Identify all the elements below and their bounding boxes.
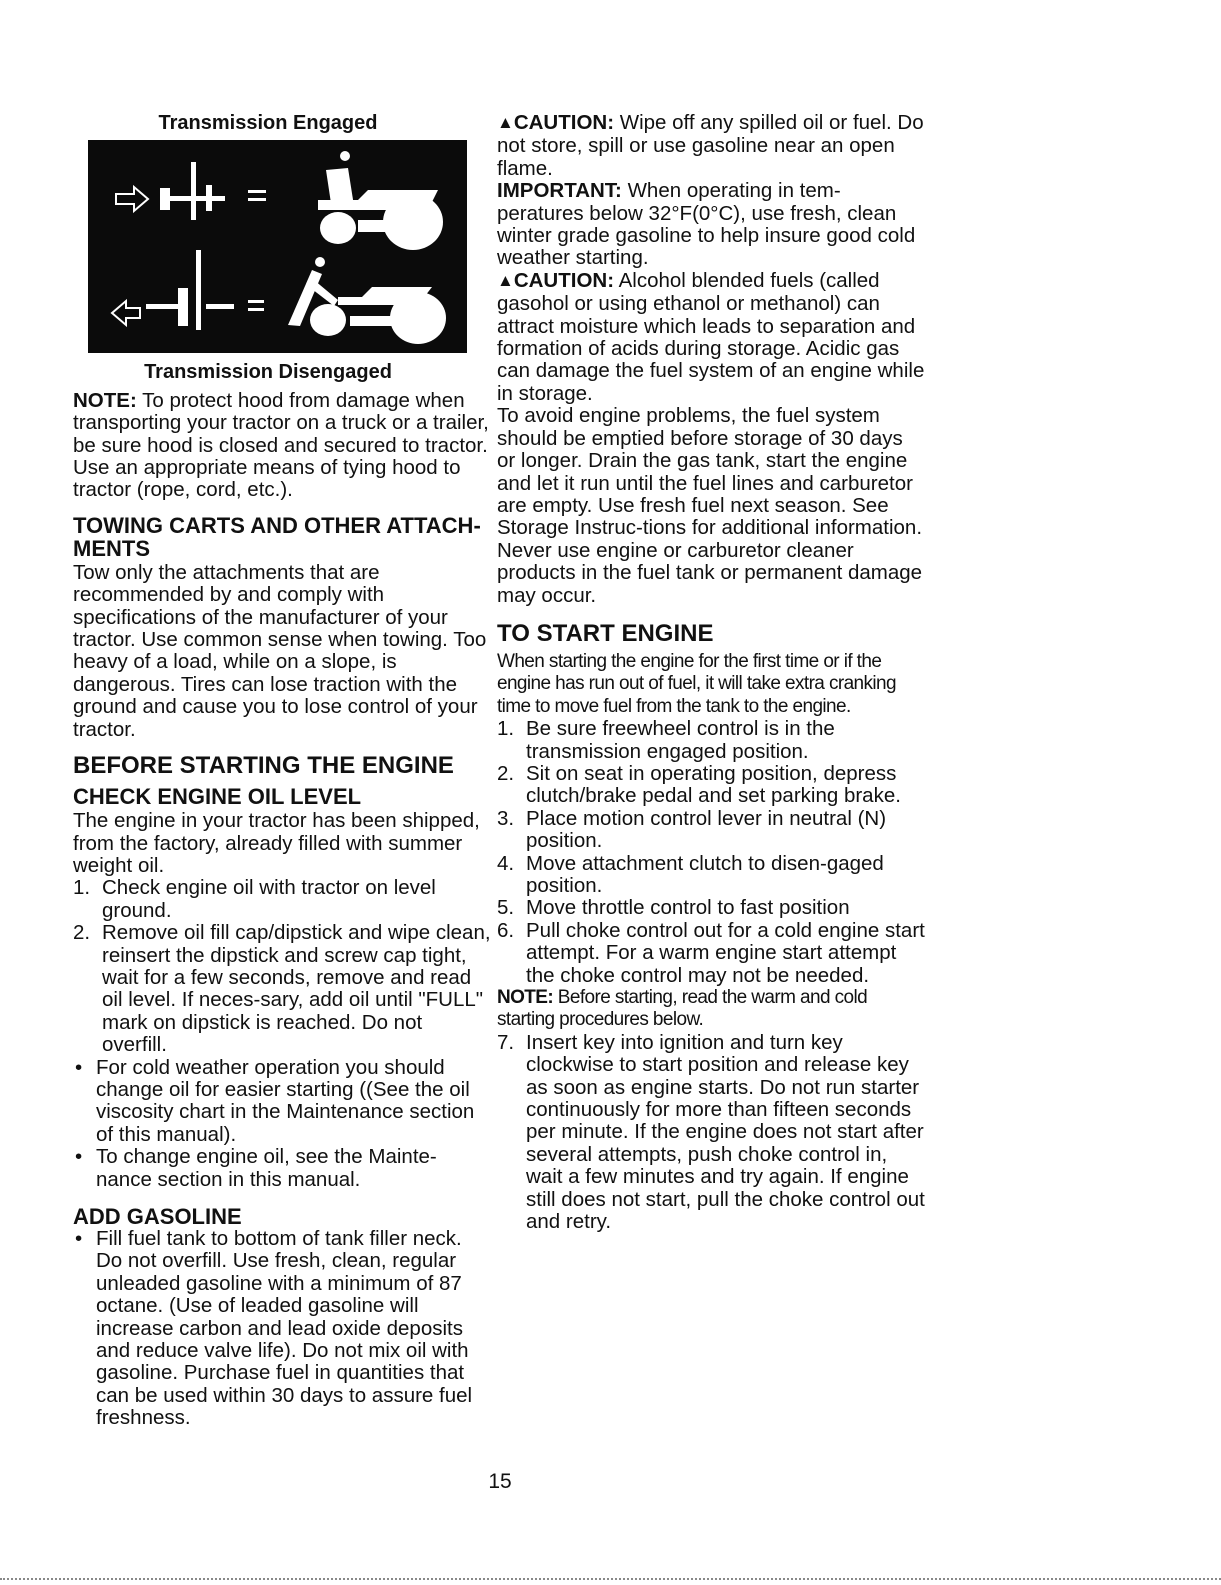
list-item: • For cold weather operation you should change oil for easier starting ((See the oil viscosity chart in the Maintenance section of this manual). [73,1057,491,1147]
caution-alcohol: ▲CAUTION: Alcohol blended fuels (called gasohol or using ethanol or methanol) can attract moisture which leads to separation and formation of acids during storage. Acidic gas can damage the fuel system of an engine while in storage. [497,268,925,405]
oil-steps [73,877,491,1056]
oil-intro: The engine in your tractor has been shipped, from the factory, already filled with summer weight oil. [73,809,480,877]
list-item: 1. Check engine oil with tractor on level ground. [73,876,436,922]
transmission-figure [88,140,467,353]
list-item: 2. Sit on seat in operating position, depress clutch/brake pedal and set parking brake. [497,761,901,808]
figure-caption-engaged: Transmission Engaged [158,112,378,134]
list-item: 2. Remove oil fill cap/dipstick and wipe clean, reinsert the dipstick and screw cap tight, wait for a few seconds, remove and read oil level. If neces-sary, add oil until "FULL" mark on dipstick is reached. Do not overfill. [73,921,491,1057]
list-item: 5. Move throttle control to fast position [497,896,850,920]
before-starting-heading: BEFORE STARTING THE ENGINE [73,752,454,780]
page-number: 15 [488,1470,512,1493]
right-column [497,112,925,1234]
start-engine-heading: TO START ENGINE [497,619,714,647]
add-gasoline-heading: ADD GASOLINE [73,1204,242,1229]
list-item: 7. Insert key into ignition and turn key clockwise to start position and release key as soon as engine starts. Do not run starter continuously for more than fifteen seconds per minute. If the engine does not start after several attempts, push choke control in, wait a few minutes and try again. If engine still does not start, pull the choke control out and retry. [497,1030,925,1234]
important-note: IMPORTANT: When operating in tem-peratures below 32°F(0°C), use fresh, clean winter grade gasoline to help insure good cold weather starting. [497,179,916,270]
list-item: • Fill fuel tank to bottom of tank filler neck. Do not overfill. Use fresh, clean, regular unleaded gasoline with a minimum of 87 octane. (Use of leaded gasoline will increase carbon and lead oxide deposits and reduce valve life). Do not mix oil with gasoline. Purchase fuel in quantities that can be used within 30 days to assure fuel freshness. [73,1228,491,1430]
start-step-7 [497,1032,925,1234]
left-column [73,112,491,1430]
towing-text: Tow only the attachments that are recommended by and comply with specifications of the manufacturer of your tractor. Use common sense when towing. Too heavy of a load, while on a slope, is dangerous. Tires can lose traction with the ground and cause you to lose control of your tractor. [73,560,487,741]
list-item: 4. Move attachment clutch to disen-gaged position. [497,851,884,897]
start-steps [497,718,925,987]
note-text: To protect hood from damage when transporting your tractor on a truck or a trailer, be sure hood is closed and secured to tractor. Use an appropriate means of tying hood to tractor (rope, cord, etc.). [73,388,489,502]
list-item: 1. Be sure freewheel control is in the transmission engaged position. [497,717,835,763]
warning-triangle-icon: ▲ [497,113,514,132]
start-intro: When starting the engine for the first time or if the engine has run out of fuel, it will take extra cranking time to move fuel from the tank to the engine. [497,650,896,717]
hood-note [73,390,491,502]
gas-bullets [73,1228,491,1430]
page-edge-divider [0,1578,1221,1580]
cleaner-warning-text: Never use engine or carburetor cleaner products in the fuel tank or permanent damage may occur. [497,538,923,607]
oil-bullets [73,1057,491,1191]
warning-triangle-icon: ▲ [497,270,514,290]
figure-caption-disengaged: Transmission Disengaged [144,361,392,384]
note-label: NOTE: [73,388,137,412]
list-item: 6. Pull choke control out for a cold engine start attempt. For a warm engine start attempt the choke control may not be needed. [497,918,925,987]
list-item: • To change engine oil, see the Mainte-nance section in this manual. [73,1146,491,1191]
list-item: 3. Place motion control lever in neutral (N) position. [497,806,887,853]
caution-spill: ▲CAUTION: Wipe off any spilled oil or fuel. Do not store, spill or use gasoline near an open flame. [497,111,924,180]
avoid-problems-text: To avoid engine problems, the fuel system should be emptied before storage of 30 days or longer. Drain the gas tank, start the engine and let it run until the fuel lines and carburetor are empty. Use fresh fuel next season. See Storage Instruc-tions for additional information. [497,404,923,540]
towing-heading: TOWING CARTS AND OTHER ATTACH-MENTS [73,512,481,561]
oil-level-heading: CHECK ENGINE OIL LEVEL [73,784,362,810]
starting-note: NOTE: Before starting, read the warm and cold starting procedures below. [497,987,868,1031]
transmission-diagram-icon [88,140,467,353]
